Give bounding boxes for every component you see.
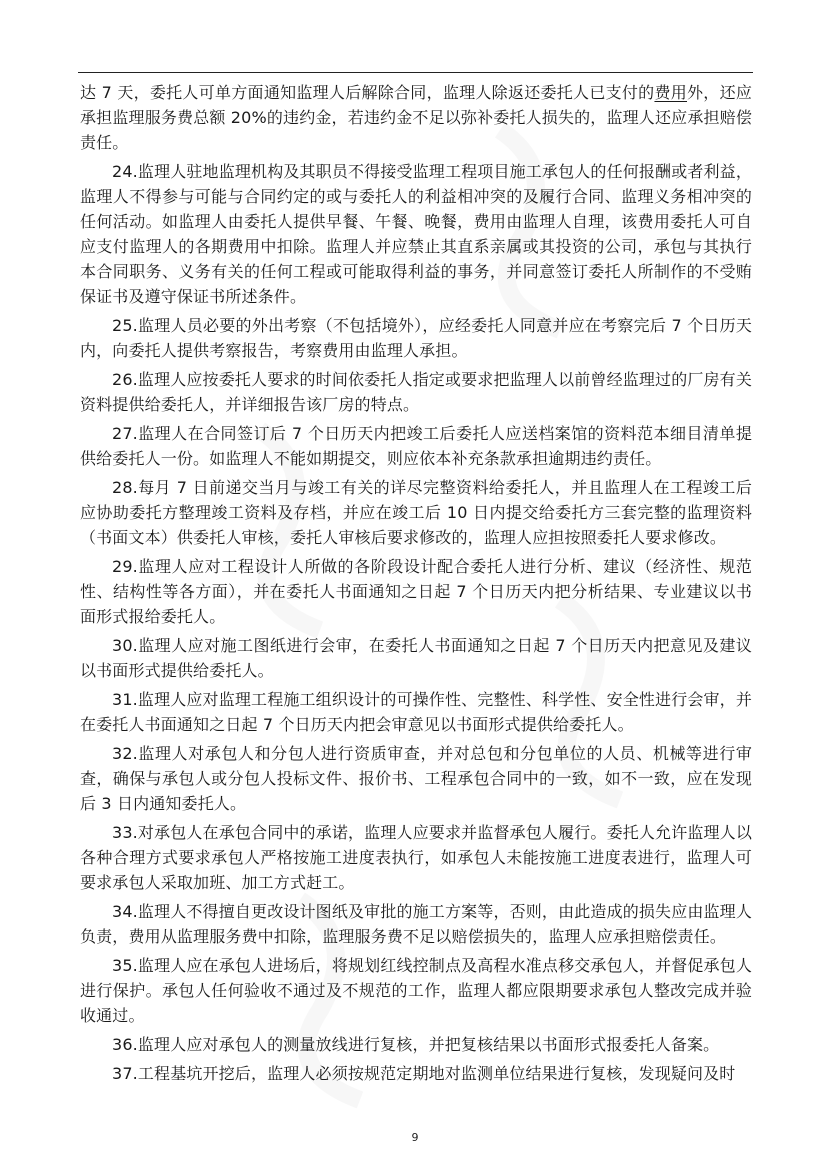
clause-text: 监理人应对施工图纸进行会审，在委托人书面通知之日起 7 个日历天内把意见及建议以书面形式提供给委托人。 [80,636,752,680]
clause-number: 26. [112,370,138,389]
clause-text: 监理人应对监理工程施工组织设计的可操作性、完整性、科学性、安全性进行会审，并在委托人书面通知之日起 7 个日历天内把会审意见以书面形式提供给委托人。 [80,690,752,734]
page-number: 9 [411,1131,419,1144]
clause-text: 工程基坑开挖后，监理人必须按规范定期地对监测单位结果进行复核，发现疑问及时 [137,1064,736,1083]
clause-paragraph [80,1061,752,1086]
clause-text: 外，还应承担监理服务费总额 20%的违约金，若违约金不足以弥补委托人损失的，监理人还应承担赔偿责任。 [80,83,752,152]
clause-text: 对承包人在承包合同中的承诺，监理人应要求并监督承包人履行。委托人允许监理人以各种合理方式要求承包人严格按施工进度表执行，如承包人未能按施工进度表进行，监理人可要求承包人采取加班、加工方式赶工。 [80,823,752,892]
clause-text: 监理人应按委托人要求的时间依委托人指定或要求把监理人以前曾经监理过的厂房有关资料提供给委托人，并详细报告该厂房的特点。 [80,370,752,414]
clause-text: 达 7 天，委托人可单方面通知监理人后解除合同，监理人除返还委托人已支付的 [80,83,655,102]
clause-text: 监理人员必要的外出考察（不包括境外），应经委托人同意并应在考察完后 7 个日历天内，向委托人提供考察报告，考察费用由监理人承担。 [80,316,752,360]
clause-text: 监理人不得擅自更改设计图纸及审批的施工方案等，否则，由此造成的损失应由监理人负责，费用从监理服务费中扣除，监理服务费不足以赔偿损失的，监理人应承担赔偿责任。 [80,902,752,946]
clause-number: 32. [112,744,138,763]
clause-paragraph [80,421,752,471]
clause-text: 每月 7 日前递交当月与竣工有关的详尽完整资料给委托人，并且监理人在工程竣工后应协助委托方整理竣工资料及存档，并应在竣工后 10 日内提交给委托方三套完整的监理资料（书面文本）供委托人审核，委托人审核后要求修改的，监理人应担按照委托人要求修改。 [80,478,752,547]
underlined-text: 费用 [654,83,688,102]
clause-text: 监理人应对工程设计人所做的各阶段设计配合委托人进行分析、建议（经济性、规范性、结构性等各方面），并在委托人书面通知之日起 7 个日历天内把分析结果、专业建议以书面形式报给委托人。 [80,557,752,626]
clause-paragraph [80,820,752,895]
clause-number: 31. [112,690,138,709]
clause-number: 28. [112,478,138,497]
clause-number: 24. [112,162,138,181]
clause-paragraph [80,475,752,550]
header-rule [78,72,753,73]
clause-number: 33. [112,823,138,842]
clause-paragraph [80,953,752,1028]
clause-paragraph [80,313,752,363]
clause-paragraph [80,741,752,816]
clause-paragraph [80,633,752,683]
clause-text: 监理人应对承包人的测量放线进行复核，并把复核结果以书面形式报委托人备案。 [137,1035,720,1054]
clause-text: 监理人应在承包人进场后，将规划红线控制点及高程水准点移交承包人，并督促承包人进行保护。承包人任何验收不通过及不规范的工作，监理人都应限期要求承包人整改完成并验收通过。 [80,956,752,1025]
clause-number: 25. [112,316,138,335]
clause-number: 36. [112,1035,138,1054]
clause-text: 监理人对承包人和分包人进行资质审查，并对总包和分包单位的人员、机械等进行审查，确保与承包人或分包人投标文件、报价书、工程承包合同中的一致，如不一致，应在发现后 3 日内通知委托人。 [80,744,752,813]
clause-number: 27. [112,424,138,443]
clause-text: 监理人在合同签订后 7 个日历天内把竣工后委托人应送档案馆的资料范本细目清单提供给委托人一份。如监理人不能如期提交，则应依本补充条款承担逾期违约责任。 [80,424,752,468]
clause-text: 监理人驻地监理机构及其职员不得接受监理工程项目施工承包人的任何报酬或者利益，监理人不得参与可能与合同约定的或与委托人的利益相冲突的及履行合同、监理义务相冲突的任何活动。如监理人由委托人提供早餐、午餐、晚餐，费用由监理人自理，该费用委托人可自应支付监理人的各期费用中扣除。监理人并应禁止其直系亲属或其投资的公司，承包与其执行本合同职务、义务有关的任何工程或可能取得利益的事务，并同意签订委托人所制作的不受贿保证书及遵守保证书所述条件。 [80,162,752,306]
clause-number: 34. [112,902,138,921]
clause-number: 37. [112,1064,138,1083]
clause-paragraph [80,367,752,417]
clause-number: 35. [112,956,138,975]
clause-paragraph [80,159,752,309]
clause-paragraph [80,1032,752,1057]
continuation-paragraph [80,80,752,155]
clause-paragraph [80,899,752,949]
clause-number: 29. [112,557,138,576]
clause-paragraph [80,554,752,629]
clause-number: 30. [112,636,138,655]
document-body [80,80,752,1090]
clause-paragraph [80,687,752,737]
